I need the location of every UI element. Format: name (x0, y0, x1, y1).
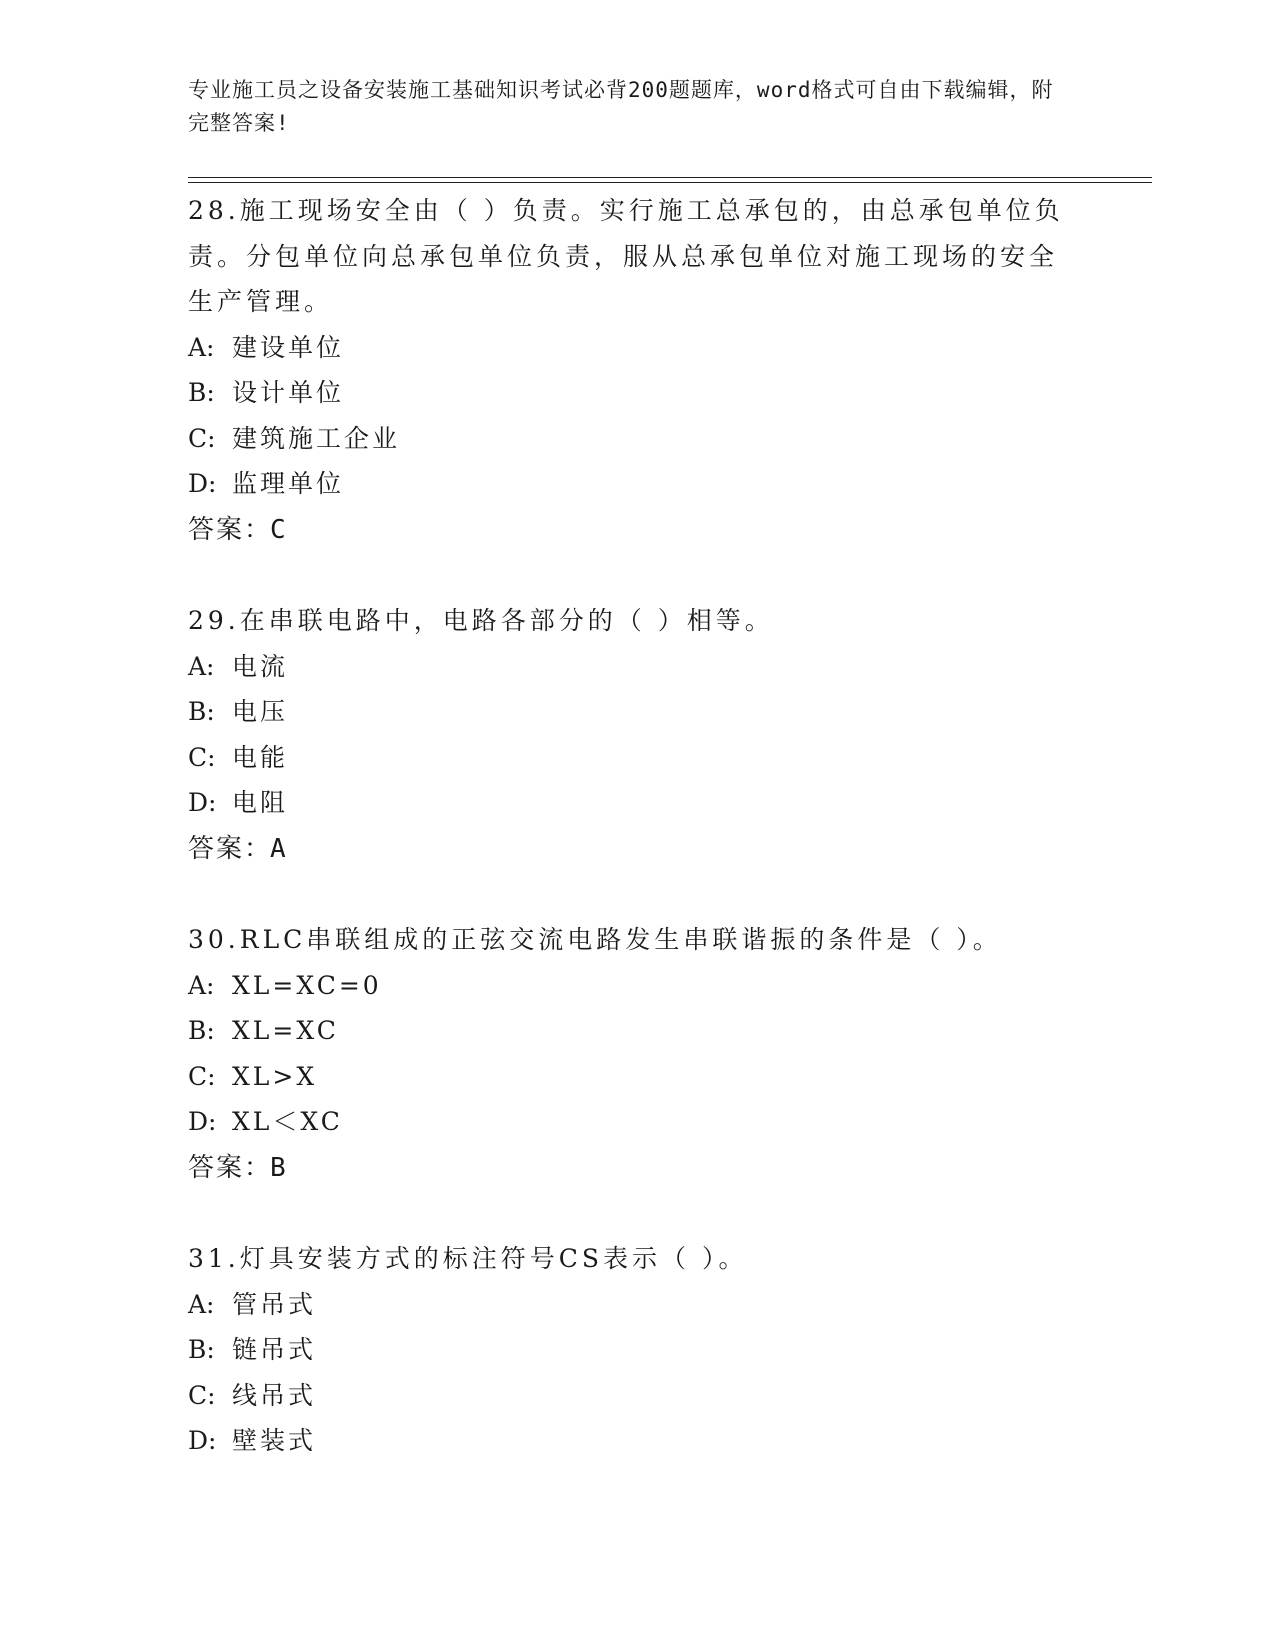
option-key: C: (188, 742, 216, 772)
header-rule-top (188, 177, 1152, 178)
option-d (188, 461, 1068, 507)
header-rule-bottom (188, 182, 1152, 183)
option-text: 电流 (232, 651, 289, 681)
question-30 (188, 917, 1068, 1191)
answer-value: A (270, 833, 286, 864)
option-b (188, 689, 1068, 735)
option-text: 建筑施工企业 (232, 423, 401, 453)
option-text: XL＜XC (232, 1107, 343, 1136)
answer-value: C (270, 514, 286, 545)
question-stem: 29.在串联电路中，电路各部分的（ ）相等。 (188, 606, 774, 635)
option-key: B: (188, 697, 215, 726)
option-text: 管吊式 (232, 1289, 317, 1319)
question-stem: 30.RLC串联组成的正弦交流电路发生串联谐振的条件是（ ）。 (188, 925, 1002, 954)
option-key: C: (188, 1061, 216, 1091)
option-d (188, 1418, 1068, 1464)
answer-separator: ： (244, 1152, 271, 1183)
option-text: 链吊式 (232, 1335, 317, 1364)
option-text: 设计单位 (232, 378, 345, 407)
option-text: 壁装式 (232, 1426, 317, 1455)
option-text: XL>X (232, 1061, 318, 1091)
option-c (188, 1054, 1068, 1100)
option-c (188, 416, 1068, 462)
option-key: D: (188, 1107, 217, 1136)
answer-label: 答案 (188, 514, 245, 545)
answer-separator: ： (244, 833, 271, 864)
option-b (188, 1008, 1068, 1054)
question-stem: 31.灯具安装方式的标注符号CS表示（ ）。 (188, 1244, 748, 1273)
option-key: C: (188, 423, 216, 453)
option-key: B: (188, 1335, 215, 1364)
option-text: 线吊式 (232, 1380, 317, 1410)
answer-line (188, 1145, 1068, 1191)
option-b (188, 1327, 1068, 1373)
answer-value: B (270, 1152, 286, 1183)
option-key: C: (188, 1380, 216, 1410)
option-key: A: (188, 651, 215, 681)
option-text: XL=XC (232, 1016, 339, 1045)
option-a (188, 325, 1068, 371)
option-a (188, 644, 1068, 690)
option-a (188, 963, 1068, 1009)
question-29 (188, 598, 1068, 872)
answer-label: 答案 (188, 1152, 245, 1183)
option-text: 监理单位 (232, 469, 345, 498)
option-key: D: (188, 1426, 217, 1455)
option-key: B: (188, 1016, 215, 1045)
answer-line (188, 826, 1068, 872)
option-text: 电能 (232, 742, 289, 772)
question-31 (188, 1236, 1068, 1464)
question-28 (188, 188, 1068, 553)
option-text: 建设单位 (232, 332, 345, 362)
option-text: 电阻 (232, 788, 289, 817)
option-text: 电压 (232, 697, 289, 726)
option-d (188, 1099, 1068, 1145)
option-c (188, 1373, 1068, 1419)
option-b (188, 370, 1068, 416)
answer-line (188, 507, 1068, 553)
question-stem: 28.施工现场安全由（ ）负责。实行施工总承包的，由总承包单位负责。分包单位向总承包单位负责，服从总承包单位对施工现场的安全生产管理。 (188, 196, 1064, 316)
option-key: A: (188, 1289, 215, 1319)
document-header: 专业施工员之设备安装施工基础知识考试必背200题题库，word格式可自由下载编辑，附完整答案! (188, 78, 1054, 135)
option-key: D: (188, 469, 217, 498)
option-c (188, 735, 1068, 781)
option-key: D: (188, 788, 217, 817)
option-text: XL=XC=0 (232, 970, 382, 1000)
option-d (188, 780, 1068, 826)
answer-separator: ： (244, 514, 271, 545)
option-key: A: (188, 970, 215, 1000)
option-a (188, 1282, 1068, 1328)
option-key: B: (188, 378, 215, 407)
option-key: A: (188, 332, 215, 362)
answer-label: 答案 (188, 833, 245, 864)
